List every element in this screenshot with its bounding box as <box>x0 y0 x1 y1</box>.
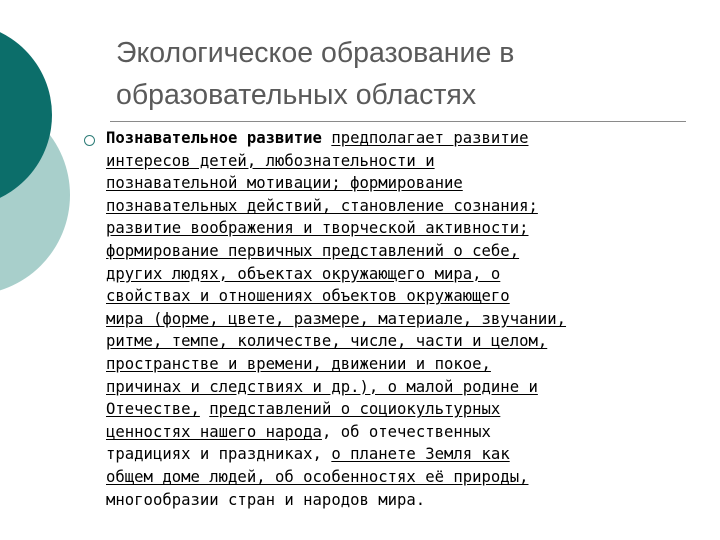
body-text-segment: пространстве и времени, движении и покое, <box>106 354 491 373</box>
body-paragraph <box>106 127 698 511</box>
body-text-segment: мира (форме, цвете, размере, материале, звучании, <box>106 309 567 328</box>
body-line <box>106 398 698 421</box>
body-line <box>106 466 698 489</box>
body-line <box>106 353 698 376</box>
body-text-segment: ценностях нашего народа <box>106 422 322 441</box>
body-text-segment: ритме, темпе, количестве, числе, части и целом, <box>106 332 548 351</box>
body-text-segment: Отечестве, <box>106 400 200 419</box>
body-text-segment: , об отечественных <box>321 422 491 441</box>
body-line <box>106 285 698 308</box>
body-text-segment: формирование первичных представлений о себе, <box>106 241 520 260</box>
body-line <box>106 172 698 195</box>
body-line <box>106 263 698 286</box>
body-line <box>106 330 698 353</box>
body-line <box>106 195 698 218</box>
body-text-segment: познавательных действий, становление сознания; <box>106 196 538 215</box>
bullet-circle-icon <box>84 135 95 146</box>
body-text-segment: традициях и праздниках, <box>106 445 332 464</box>
body-text-segment: интересов детей, любознательности и <box>106 151 435 170</box>
body-text-segment: представлений о социокультурных <box>209 400 501 419</box>
body-line <box>106 421 698 444</box>
body-line <box>106 443 698 466</box>
body-line <box>106 240 698 263</box>
body-text-segment: развитие воображения и творческой активности; <box>106 219 529 238</box>
body-line <box>106 308 698 331</box>
body-text-segment: о планете Земля как <box>331 445 510 464</box>
body-text-segment: познавательной мотивации; формирование <box>106 174 463 193</box>
body-line <box>106 217 698 240</box>
body-text-segment: предполагает развитие <box>331 129 529 147</box>
bold-heading-text: Познавательное развитие <box>106 129 322 147</box>
body-line <box>106 376 698 399</box>
title-divider <box>110 121 686 122</box>
title-line-2: образовательных областях <box>116 79 477 111</box>
slide-title <box>116 32 706 116</box>
body-line <box>106 489 698 512</box>
body-text-segment <box>322 129 331 147</box>
body-text-segment: многообразии стран и народов мира. <box>106 490 426 509</box>
body-line <box>106 150 698 173</box>
body-text-segment <box>200 400 209 418</box>
body-line <box>106 127 698 150</box>
body-text-segment: свойствах и отношениях объектов окружающего <box>106 287 510 306</box>
title-line-1: Экологическое образование в <box>116 37 515 69</box>
body-text-segment: причинах и следствиях и др.), о малой родине и <box>106 377 538 396</box>
body-text-segment: общем доме людей, об особенностях её природы, <box>106 467 529 486</box>
body-text-segment: других людях, объектах окружающего мира, о <box>106 264 501 283</box>
